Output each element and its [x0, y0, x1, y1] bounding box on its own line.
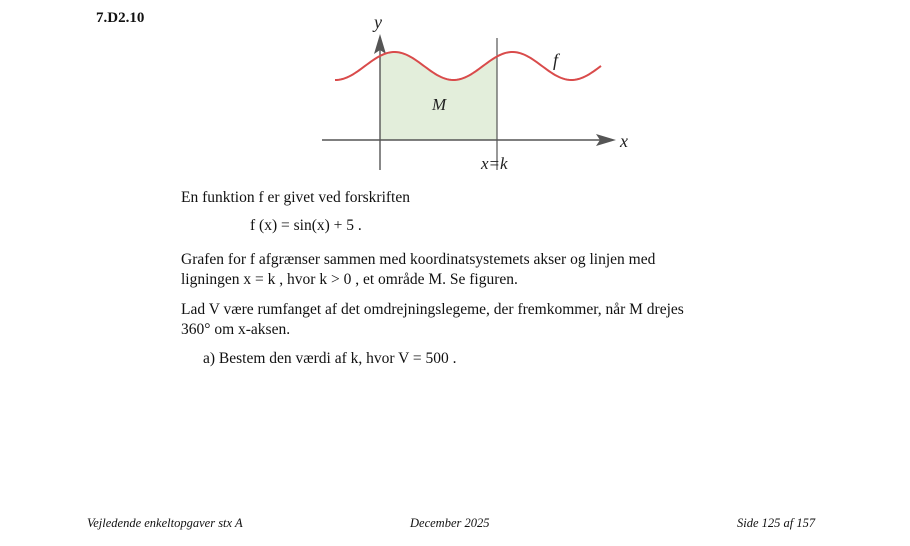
curve-f	[335, 52, 601, 80]
x-axis-label: x	[620, 131, 628, 151]
footer-date: December 2025	[410, 516, 490, 530]
footer-title: Vejledende enkeltopgaver stx A	[87, 516, 243, 530]
curve-label-f: f	[553, 50, 559, 70]
question-a: a) Bestem den værdi af k, hvor V = 500 .	[203, 350, 457, 367]
y-axis-label: y	[374, 12, 382, 32]
region-description-line-1: Grafen for f afgrænser sammen med koordinatsystemets akser og linjen med	[181, 251, 656, 268]
footer-page-number: Side 125 af 157	[737, 516, 816, 530]
region-label-m: M	[432, 95, 447, 114]
task-number: 7.D2.10	[96, 10, 145, 26]
line-label-x-equals-k: x=k	[481, 154, 508, 173]
region-description-line-2: ligningen x = k , hvor k > 0 , et område M. Se figuren.	[181, 271, 518, 288]
region-description-paragraph	[181, 250, 781, 290]
volume-description-line-1: Lad V være rumfanget af det omdrejningslegeme, der fremkommer, når M drejes	[181, 301, 684, 318]
function-graph-figure	[310, 8, 640, 178]
function-formula: f (x) = sin(x) + 5 .	[250, 217, 362, 234]
volume-description-line-2: 360° om x-aksen.	[181, 321, 291, 338]
intro-paragraph: En funktion f er givet ved forskriften	[181, 189, 410, 206]
volume-description-paragraph	[181, 300, 781, 340]
